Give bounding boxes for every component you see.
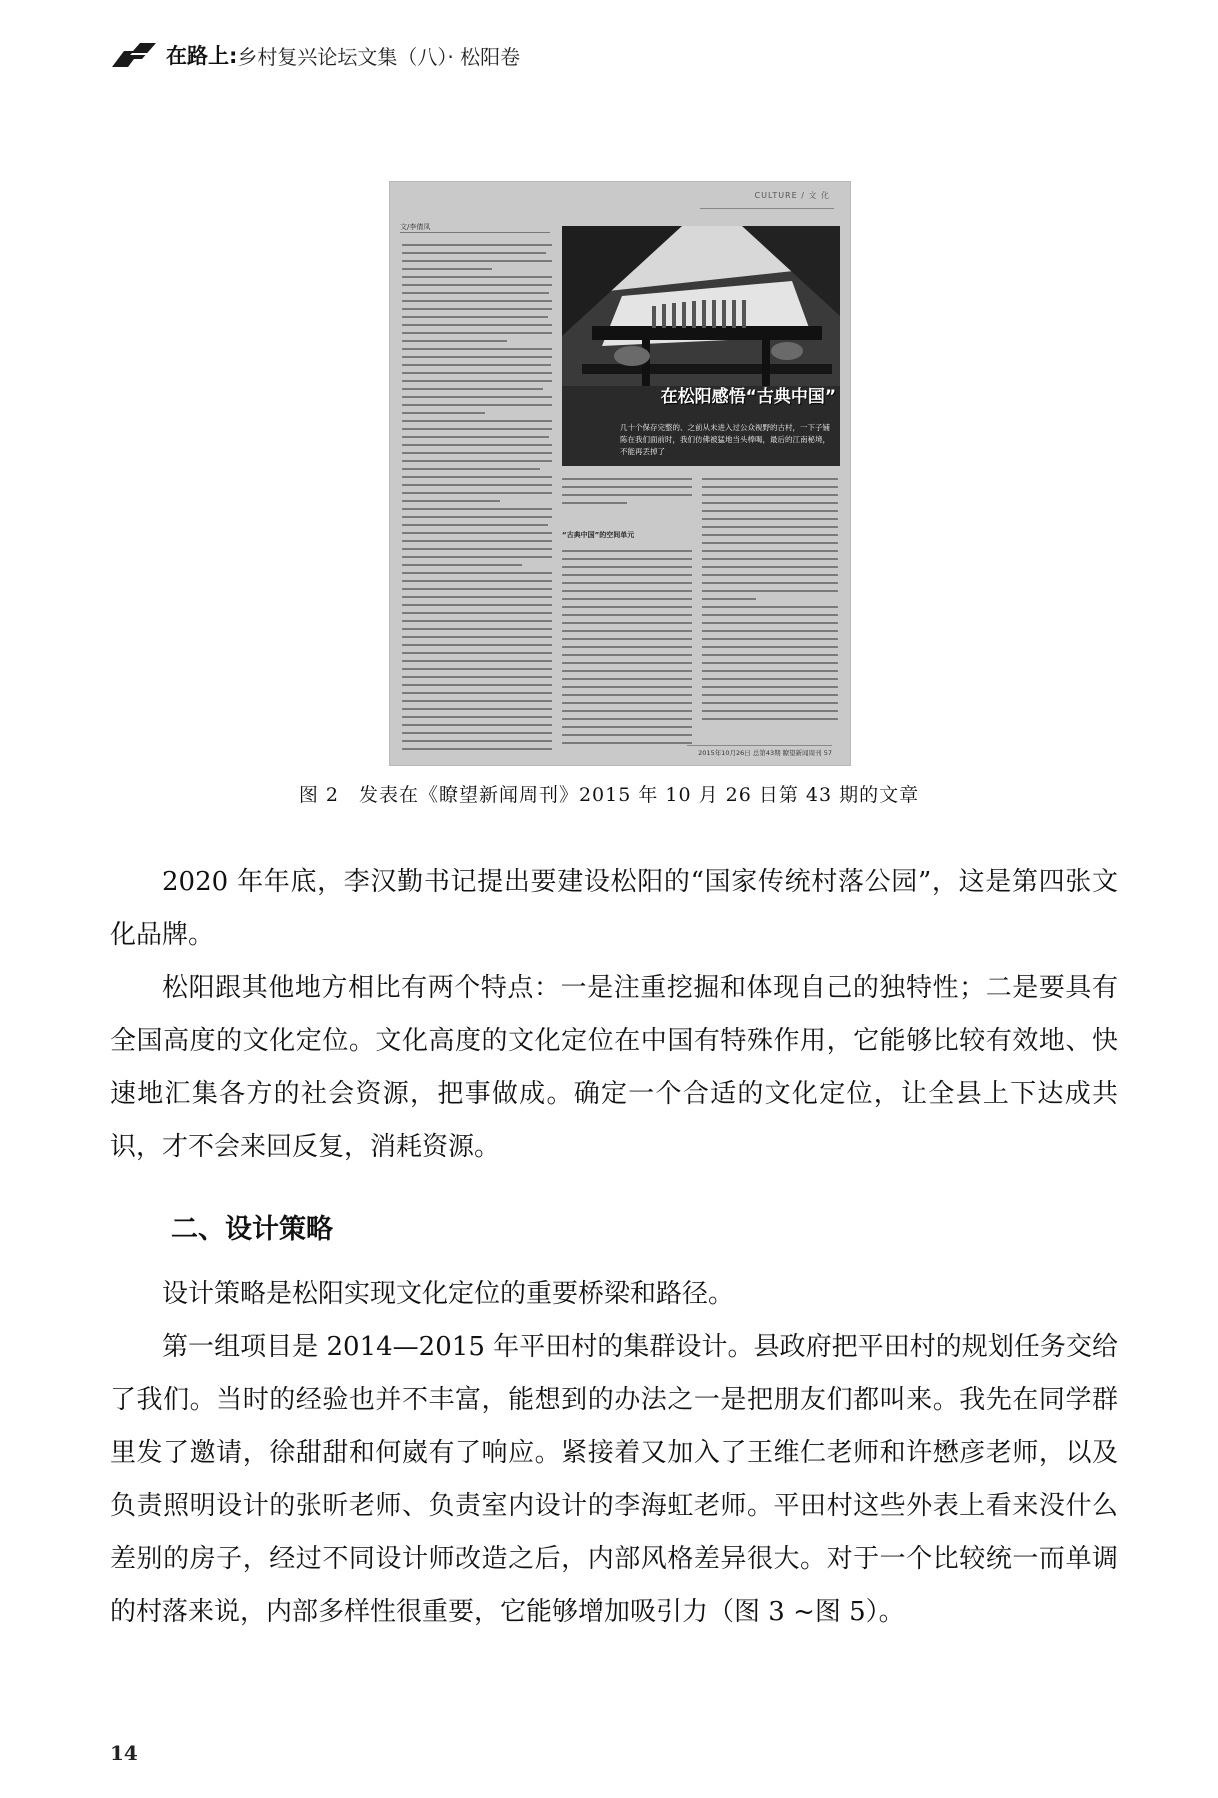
magazine-subheading: “古典中国”的空间单元 xyxy=(562,531,635,539)
header-series-title: 在路上: xyxy=(166,44,238,68)
paragraph-1: 2020 年年底，李汉勤书记提出要建设松阳的“国家传统村落公园”，这是第四张文化品牌。 xyxy=(110,867,1118,950)
magazine-header-rule xyxy=(700,208,834,209)
page-number: 14 xyxy=(110,1741,138,1765)
magazine-header: CULTURE / 文 化 xyxy=(754,190,830,200)
magazine-text-column-right xyxy=(702,478,838,726)
paragraph-4: 第一组项目是 2014—2015 年平田村的集群设计。县政府把平田村的规划任务交给了我们。当时的经验也并不丰富，能想到的办法之一是把朋友们都叫来。我先在同学群里发了邀请，徐甜甜和何崴有了响应。紧接着又加入了王维仁老师和许懋彦老师，以及负责照明设计的张昕老师、负责室内设计的李海虹老师。平田村这些外表上看来没什么差别的房子，经过不同设计师改造之后，内部风格差异很大。对于一个比较统一而单调的村落来说，内部多样性很重要，它能够增加吸引力（图 3 ~图 5）。 xyxy=(110,1332,1118,1627)
paragraph-3: 设计策略是松阳实现文化定位的重要桥梁和路径。 xyxy=(162,1279,735,1309)
header-book-title: 乡村复兴论坛文集（八）· 松阳卷 xyxy=(237,44,521,69)
figure-caption: 图 2 发表在《瞭望新闻周刊》2015 年 10 月 26 日第 43 期的文章 xyxy=(298,784,920,806)
magazine-scan-figure xyxy=(389,181,851,766)
running-header xyxy=(110,38,520,72)
section-heading: 二、设计策略 xyxy=(171,1214,333,1245)
magazine-byline: 文/李倩凤 xyxy=(400,222,550,233)
paragraph-2: 松阳跟其他地方相比有两个特点：一是注重挖掘和体现自己的独特性；二是要具有全国高度的文化定位。文化高度的文化定位在中国有特殊作用，它能够比较有效地、快速地汇集各方的社会资源，把事做成。确定一个合适的文化定位，让全县上下达成共识，才不会来回反复，消耗资源。 xyxy=(110,973,1118,1162)
book-logo-icon xyxy=(110,41,158,69)
magazine-headline: 在松阳感悟“古典中国” xyxy=(660,387,836,407)
magazine-lead: 几十个保存完整的、之前从未进入过公众视野的古村，一下子铺陈在我们面前时，我们仿佛被猛地当头棒喝，最后的江南秘境，不能再丢掉了 xyxy=(620,423,830,456)
magazine-text-column-left xyxy=(402,244,552,756)
magazine-text-column-middle-2 xyxy=(562,550,692,750)
magazine-footer: 2015年10月26日 总第43期 瞭望新闻周刊 57 xyxy=(687,745,832,757)
magazine-text-column-middle xyxy=(562,478,692,510)
